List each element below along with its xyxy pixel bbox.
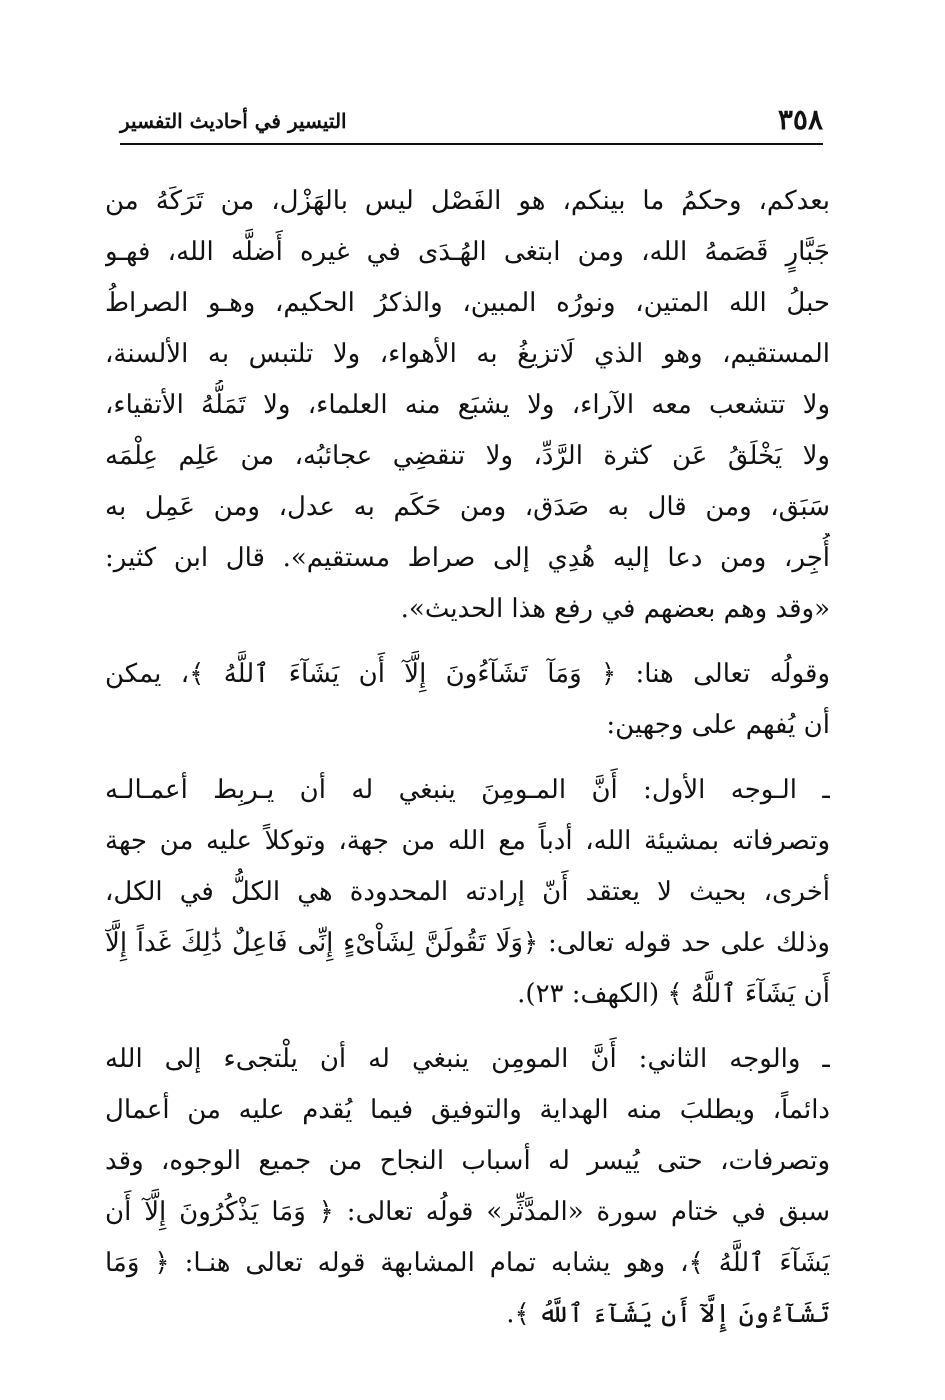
page-number: ٣٥٨ [777,103,823,136]
running-title: التيسير في أحاديث التفسير [120,109,347,133]
text-line: سبق في ختام سورة «المدَّثِّر» قولُه تعالى: ﴿ وَمَا يَذْكُرُونَ إِلَّآ أَن [105,1197,830,1227]
paragraph-gap [105,751,830,765]
text-line: دائماً، ويطلبَ منه الهداية والتوفيق فيما يُقدم عليه من أعمال [105,1095,830,1125]
text-line: سَبَق، ومن قال به صَدَق، ومن حَكَم به عدل، ومن عَمِل به [105,492,830,522]
body-text [105,176,830,1340]
text-line: أن يُفهم على وجهين: [606,710,830,740]
text-line: أُجِر، ومن دعا إليه هُدِي إلى صراط مستقيم». قال ابن كثير: [105,543,830,573]
text-line: يَشَآءَ ٱللَّهُ ﴾، وهو يشابه تمام المشابهة قوله تعالى هنـا: ﴿ وَمَا [105,1248,830,1278]
text-line: وتصرفات، حتى يُيسر له أسباب النجاح من جميع الوجوه، وقد [105,1146,830,1176]
paragraph-first-aspect [105,765,830,1020]
text-line: ولا يَخْلَقُ عَن كثرة الرَّدِّ، ولا تنقضِي عجائبُه، من عَلِم عِلْمَه [105,441,830,471]
text-line: أَن يَشَآءَ ٱللَّهُ ﴾ (الكهف: ٢٣). [517,979,830,1009]
text-line: وذلك على حد قوله تعالى: ﴿وَلَا تَقُولَنَّ لِشَاْىْءٍ إِنِّى فَاعِلٌ ذَٰلِكَ غَداً إِلَّآ [105,928,830,958]
text-line: ولا تتشعب معه الآراء، ولا يشبَع منه العلماء، ولا تَمَلُّهُ الأتقياء، [105,390,830,420]
paragraph-second-aspect [105,1034,830,1340]
text-line: بعدكم، وحكمُ ما بينكم، هو الفَصْل ليس بالهَزْل، من تَرَكَهُ من [105,186,830,216]
text-line: حبلُ الله المتين، ونورُه المبين، والذكرُ الحكيم، وهـو الصراطُ [105,288,830,318]
text-line: وقولُه تعالى هنا: ﴿ وَمَآ تَشَآءُونَ إِلَّآ أَن يَشَآءَ ٱللَّهُ ﴾، يمكن [105,659,830,689]
header-rule [120,143,823,145]
text-line: ـ الـوجه الأول: أَنَّ المـومِنَ ينبغي له أن يـربِط أعمـالـه [105,775,830,805]
text-line: ـ والوجه الثاني: أَنَّ المومِن ينبغي له أن يلْتجىء إلى الله [105,1044,830,1074]
text-line: تَشَآءُونَ إِلَّآ أَن يَشَآءَ ٱللَّهُ ﴾. [506,1299,830,1329]
text-line: وتصرفاته بمشيئة الله، أدباً مع الله من جهة، وتوكلاً عليه من جهة [105,826,830,856]
paragraph-verse-intro [105,649,830,751]
text-line: أخرى، بحيث لا يعتقد أَنّ إرادته المحدودة هي الكلُّ في الكل، [105,877,830,907]
paragraph-hadith-continuation [105,176,830,635]
paragraph-gap [105,1020,830,1034]
paragraph-gap [105,635,830,649]
text-line: جَبَّارٍ قَصَمهُ الله، ومن ابتغى الهُـدَى في غيره أَضلَّه الله، فهـو [105,237,830,267]
text-line: «وقد وهم بعضهم في رفع هذا الحديث». [400,594,830,624]
text-line: المستقيم، وهو الذي لَاتزيغُ به الأهواء، ولا تلتبس به الألسنة، [105,339,830,369]
page-header [120,102,823,142]
